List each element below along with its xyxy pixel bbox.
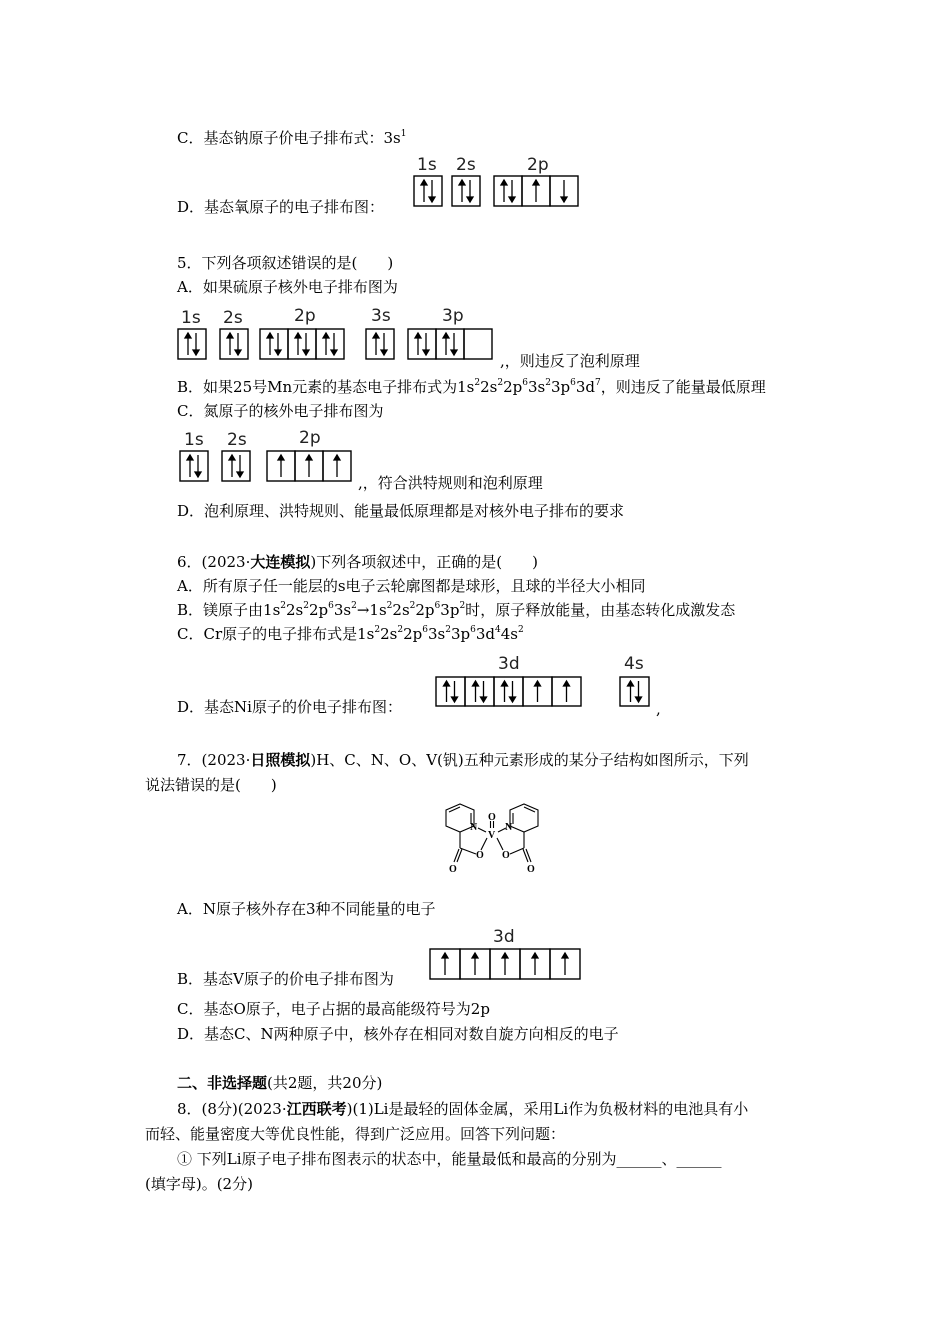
atom-label: N [505, 822, 513, 833]
orbital-label-2s: 2s [227, 430, 247, 450]
orbital-box [436, 329, 464, 359]
option-5c: C．氮原子的核外电子排布图为 [177, 402, 384, 420]
orbital-label-2p: 2p [527, 155, 549, 175]
orbital-box [452, 176, 480, 206]
orbital-label-3d: 3d [498, 654, 520, 674]
option-6d: D．基态Ni原子的价电子排布图： [177, 698, 402, 716]
option-6d-tail: , [656, 700, 661, 718]
orbital-box [366, 329, 394, 359]
orbital-diagram-sulfur [176, 303, 506, 369]
question-7-stem: 7．(2023·日照模拟)H、C、N、O、V(钒)五种元素形成的某分子结构如图所示，下列 [177, 751, 749, 769]
orbital-box [288, 329, 316, 359]
orbital-diagram-nitrogen [178, 427, 378, 491]
question-8-line2: 而轻、能量密度大等优良性能，得到广泛应用。回答下列问题： [145, 1125, 566, 1143]
option-6a: A．所有原子任一能层的s电子云轮廓图都是球形，且球的半径大小相同 [177, 577, 646, 595]
orbital-label-3p: 3p [442, 306, 464, 326]
orbital-label-3s: 3s [371, 306, 391, 326]
question-6-stem: 6．(2023·大连模拟)下列各项叙述中，正确的是( ) [177, 553, 538, 571]
orbital-box [436, 677, 465, 706]
atom-label: O [449, 864, 457, 875]
orbital-label-2s: 2s [223, 308, 243, 328]
option-7c: C．基态O原子，电子占据的最高能级符号为2p [177, 1000, 490, 1018]
option-6c: C．Cr原子的电子排布式是$1s^22s^22p^63s^23p^63d^44s^2$ [177, 625, 524, 643]
orbital-box [465, 677, 494, 706]
option-7b: B．基态V原子的价电子排布图为 [177, 970, 394, 988]
question-8-stem: 8．(8分)(2023·江西联考)(1)Li是最轻的固体金属，采用Li作为负极材料的电池具有小 [177, 1100, 749, 1118]
orbital-label-2s: 2s [456, 155, 476, 175]
orbital-diagram-oxygen [410, 152, 590, 216]
orbital-box [494, 677, 523, 706]
option-4c: C．基态钠原子价电子排布式：$3s^1$ [177, 129, 407, 147]
option-5d: D．泡利原理、洪特规则、能量最低原理都是对核外电子排布的要求 [177, 502, 625, 520]
atom-label: O [476, 850, 484, 861]
option-7a: A．N原子核外存在3种不同能量的电子 [177, 900, 436, 918]
question-5-stem: 5．下列各项叙述错误的是( ) [177, 254, 394, 272]
orbital-box [464, 329, 492, 359]
option-4d: D．基态氧原子的电子排布图： [177, 198, 385, 216]
orbital-box [408, 329, 436, 359]
orbital-label-1s: 1s [181, 308, 201, 328]
orbital-box [178, 329, 206, 359]
atom-label: N [470, 822, 478, 833]
option-5a: A．如果硫原子核外电子排布图为 [177, 278, 398, 296]
atom-label: O [502, 850, 510, 861]
question-8-line4: (填字母)。(2分) [145, 1175, 253, 1193]
orbital-label-2p: 2p [294, 306, 316, 326]
molecule-structure-image [432, 800, 552, 884]
atom-label: O [488, 812, 496, 823]
orbital-box [260, 329, 288, 359]
orbital-label-4s: 4s [624, 654, 644, 674]
option-6b: B．镁原子由$1s^22s^22p^63s^2\to 1s^22s^22p^63p^2$时，原子释放能量，由基态转化成激发态 [177, 601, 736, 619]
orbital-box [220, 329, 248, 359]
orbital-box [316, 329, 344, 359]
orbital-label-2p: 2p [299, 428, 321, 448]
orbital-box [222, 451, 250, 481]
orbital-diagram-vanadium [426, 924, 586, 988]
orbital-box [414, 176, 442, 206]
orbital-box [494, 176, 522, 206]
question-8-line3: ① 下列Li原子电子排布图表示的状态中，能量最低和最高的分别为______、______ [177, 1150, 722, 1168]
question-7-stem-line2: 说法错误的是( ) [145, 776, 277, 794]
option-7d: D．基态C、N两种原子中，核外存在相同对数自旋方向相反的电子 [177, 1025, 619, 1043]
section-heading: 二、非选择题(共2题，共20分) [177, 1074, 383, 1092]
option-5b: B．如果25号Mn元素的基态电子排布式为$1s^22s^22p^63s^23p^63d^7$，则违反了能量最低原理 [177, 378, 766, 396]
orbital-label-3d: 3d [493, 927, 515, 947]
orbital-label-1s: 1s [184, 430, 204, 450]
option-5a-tail: ,，则违反了泡利原理 [500, 352, 640, 370]
orbital-label-1s: 1s [417, 155, 437, 175]
option-5c-tail: ,，符合洪特规则和泡利原理 [358, 474, 543, 492]
orbital-diagram-nickel [434, 652, 664, 716]
atom-label: V [488, 830, 496, 841]
orbital-box [620, 677, 649, 706]
atom-label: O [527, 864, 535, 875]
orbital-box [180, 451, 208, 481]
